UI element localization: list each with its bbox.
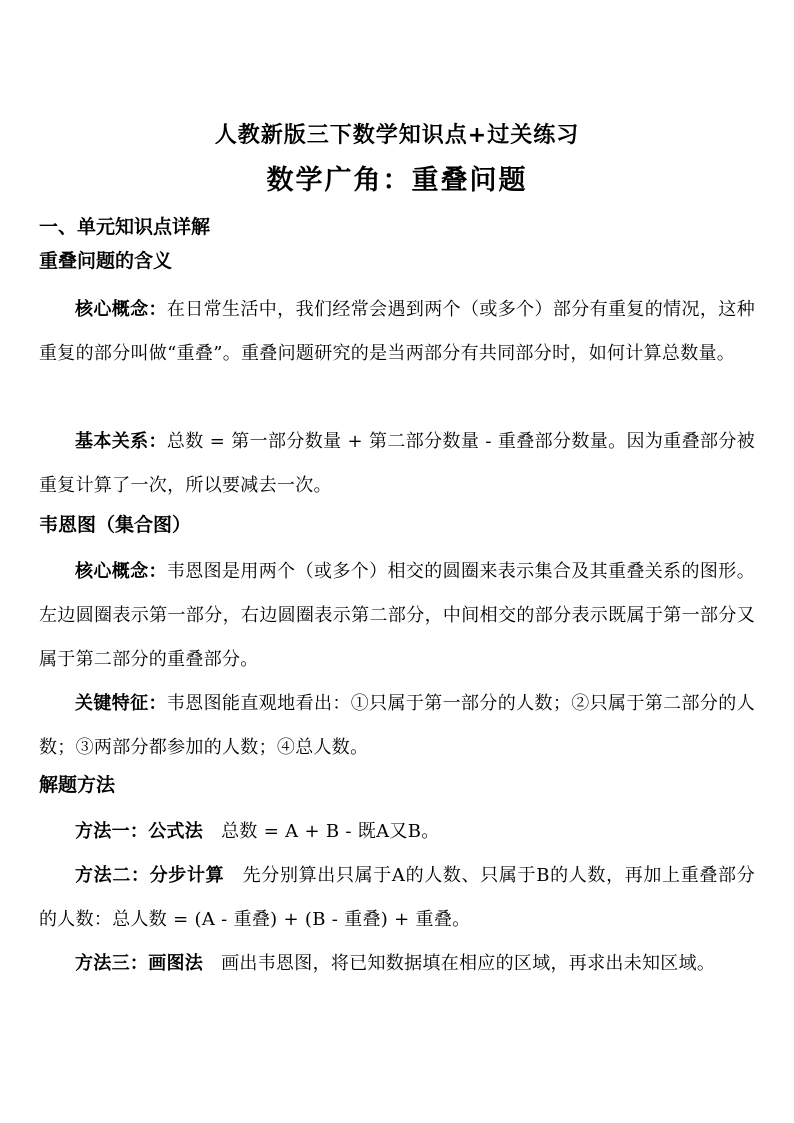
venn-feature-paragraph <box>39 682 755 770</box>
section-heading: 一、单元知识点详解 <box>39 216 211 238</box>
meaning-relation-paragraph <box>39 420 755 508</box>
method-one-text: 总数 = A + B - 既A又B。 <box>221 821 440 842</box>
meaning-concept-text: 在日常生活中，我们经常会遇到两个（或多个）部分有重复的情况，这种重复的部分叫做“重叠”。重叠问题研究的是当两部分有共同部分时，如何计算总数量。 <box>39 299 755 364</box>
method-three-label: 方法三：画图法 <box>75 953 204 974</box>
meaning-heading: 重叠问题的含义 <box>39 250 173 272</box>
venn-heading: 韦恩图（集合图） <box>39 514 192 536</box>
venn-feature-text: 韦恩图能直观地看出：①只属于第一部分的人数；②只属于第二部分的人数；③两部分都参加的人数；④总人数。 <box>39 693 755 758</box>
document-subtitle: 数学广角：重叠问题 <box>266 165 528 196</box>
method-three-text: 画出韦恩图，将已知数据填在相应的区域，再求出未知区域。 <box>221 953 716 974</box>
document-title: 人教新版三下数学知识点+过关练习 <box>214 123 580 148</box>
method-one-paragraph <box>39 810 755 854</box>
method-two-label: 方法二：分步计算 <box>75 865 225 886</box>
venn-concept-label: 核心概念： <box>75 561 167 582</box>
method-two-text: 先分别算出只属于A的人数、只属于B的人数，再加上重叠部分的人数：总人数 = (A - 重叠) + (B - 重叠) + 重叠。 <box>39 865 755 930</box>
meaning-concept-paragraph <box>39 288 755 376</box>
meaning-relation-label: 基本关系： <box>75 431 167 452</box>
meaning-concept-label: 核心概念： <box>75 299 167 320</box>
method-three-paragraph <box>39 942 755 986</box>
venn-concept-paragraph <box>39 550 755 682</box>
meaning-relation-text: 总数 = 第一部分数量 + 第二部分数量 - 重叠部分数量。因为重叠部分被重复计算了一次，所以要减去一次。 <box>39 431 755 496</box>
venn-concept-text: 韦恩图是用两个（或多个）相交的圆圈来表示集合及其重叠关系的图形。左边圆圈表示第一部分，右边圆圈表示第二部分，中间相交的部分表示既属于第一部分又属于第二部分的重叠部分。 <box>39 561 755 670</box>
venn-feature-label: 关键特征： <box>75 693 167 714</box>
method-one-label: 方法一：公式法 <box>75 821 204 842</box>
method-two-paragraph <box>39 854 755 942</box>
methods-heading: 解题方法 <box>39 774 116 796</box>
